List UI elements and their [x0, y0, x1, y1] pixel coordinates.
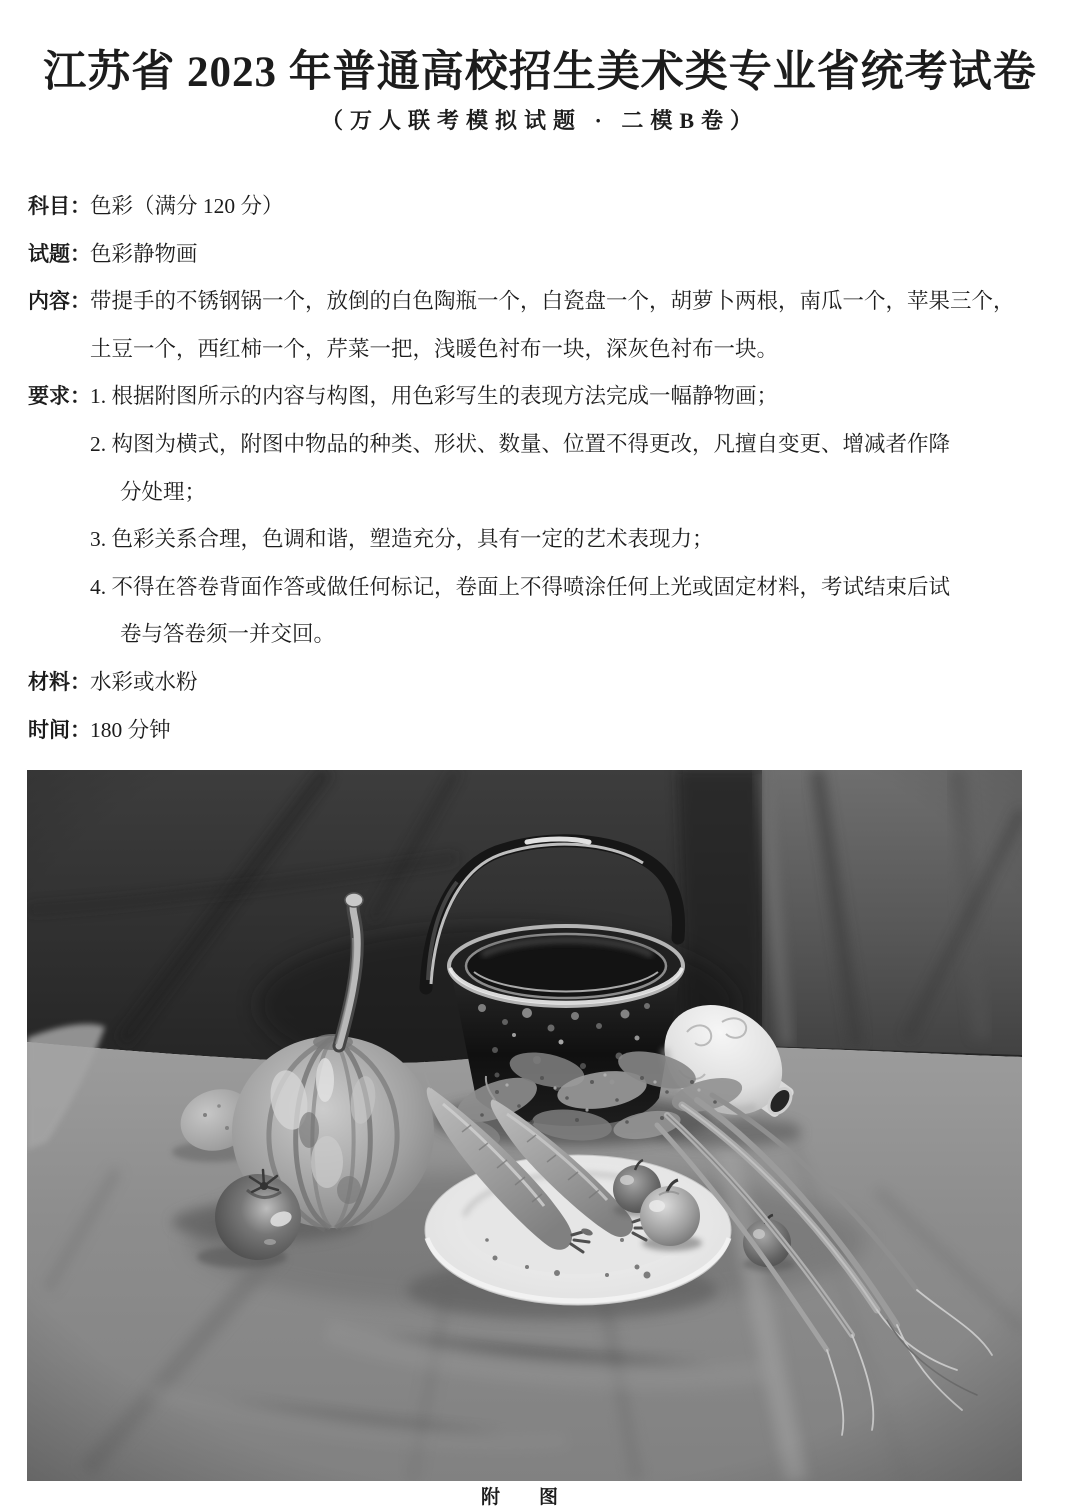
field-text: 1. 根据附图所示的内容与构图，用色彩写生的表现方法完成一幅静物画； [90, 384, 779, 409]
field-label: 材料： [28, 670, 91, 694]
field-requirements [28, 373, 1058, 421]
field-text: 土豆一个，西红柿一个，芹菜一把，浅暖色衬布一块，深灰色衬布一块。 [90, 336, 779, 361]
page-subtitle: （万人联考模拟试题 · 二模B卷） [320, 108, 759, 133]
field-text: 色彩静物画 [90, 241, 198, 266]
field-text: 180 分钟 [90, 717, 171, 742]
field-label: 时间： [28, 718, 91, 742]
exam-fields [28, 183, 1058, 754]
still-life-photo [27, 770, 1022, 1481]
field-text: 2. 构图为横式，附图中物品的种类、形状、数量、位置不得更改，凡擅自变更、增减者作降 [90, 431, 951, 456]
photo-vignette [27, 770, 1022, 1481]
field-text: 分处理； [120, 479, 207, 504]
field-label: 试题： [28, 242, 91, 266]
field-time [28, 707, 1058, 755]
field-subject [28, 183, 1058, 231]
field-text: 带提手的不锈钢锅一个，放倒的白色陶瓶一个，白瓷盘一个，胡萝卜两根，南瓜一个，苹果三个， [90, 289, 1015, 314]
field-text: 4. 不得在答卷背面作答或做任何标记，卷面上不得喷涂任何上光或固定材料，考试结束后试 [90, 574, 951, 599]
field-text: 色彩（满分 120 分） [90, 194, 284, 218]
requirement-item-2-cont [28, 469, 1058, 517]
field-materials [28, 659, 1058, 707]
field-text: 3. 色彩关系合理，色调和谐，塑造充分，具有一定的艺术表现力； [90, 527, 714, 552]
requirement-item-2 [28, 421, 1058, 469]
page-title: 江苏省 2023 年普通高校招生美术类专业省统考试卷 [43, 49, 1037, 96]
field-label: 科目： [28, 195, 91, 218]
requirement-item-4 [28, 564, 1058, 612]
field-label: 要求： [28, 385, 91, 409]
field-text: 卷与答卷须一并交回。 [120, 622, 336, 647]
field-text: 水彩或水粉 [90, 669, 198, 694]
requirement-item-4-cont [28, 611, 1058, 659]
requirement-item-3 [28, 516, 1058, 564]
figure-caption: 附 图 [480, 1487, 568, 1508]
field-topic [28, 231, 1058, 279]
field-label: 内容： [28, 290, 91, 314]
field-content-cont [28, 326, 1058, 374]
field-content [28, 278, 1058, 326]
